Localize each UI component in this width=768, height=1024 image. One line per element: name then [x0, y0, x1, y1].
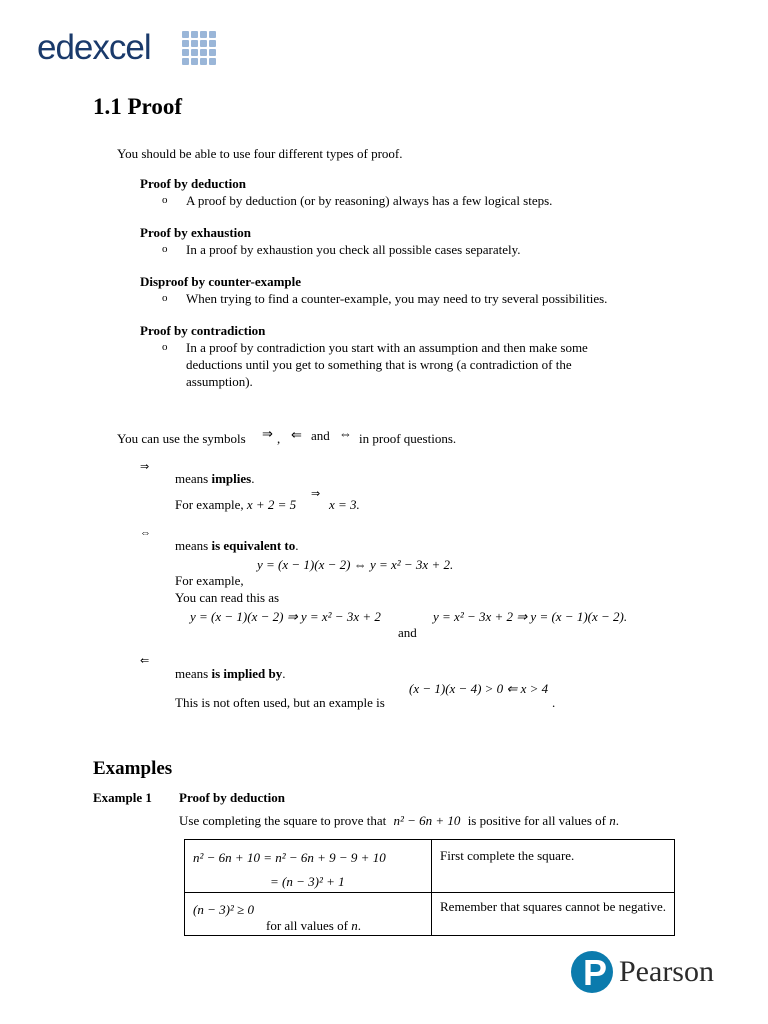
bullet-icon: o: [162, 194, 168, 206]
symbols-intro-after: in proof questions.: [359, 431, 457, 446]
implied-by-equation: (x − 1)(x − 4) > 0 ⇐ x > 4: [409, 681, 549, 696]
note-cell-bottom-right: [432, 893, 675, 936]
type-text-exhaustion: In a proof by exhaustion you check all possible cases separately.: [186, 242, 521, 257]
working-cell-top-left: [185, 840, 432, 893]
bullet-icon: o: [162, 341, 168, 353]
symbols-intro-before: You can use the symbols: [117, 431, 246, 446]
bullet-icon: o: [162, 292, 168, 304]
equivalent-for-example: For example,: [175, 573, 244, 588]
type-text-counter-example: When trying to find a counter-example, you may need to try several possibilities.: [186, 291, 608, 306]
type-heading-deduction: Proof by deduction: [140, 176, 246, 191]
working-line-2: = (n − 3)² + 1: [270, 874, 345, 889]
edexcel-logo: [37, 28, 151, 68]
implied-by-symbol: ⇐: [140, 655, 150, 667]
example-prompt: Use completing the square to prove that n² − 6n + 10 is positive for all values of n.: [179, 813, 619, 828]
working-line-4: for all values of n.: [266, 918, 361, 933]
example-title: Proof by deduction: [179, 790, 285, 805]
example-working-table: [184, 839, 675, 936]
type-heading-contradiction: Proof by contradiction: [140, 323, 266, 338]
type-text-contradiction-line2: deductions until you get to something that is wrong (a contradiction of the: [186, 357, 572, 372]
implies-meaning: means implies.: [175, 471, 255, 486]
type-text-contradiction-line3: assumption).: [186, 374, 253, 389]
symbols-comma: ,: [277, 431, 281, 446]
edexcel-logo-grid-icon: [182, 31, 216, 65]
implies-symbol: ⇒: [140, 461, 150, 473]
note-cell-top-right: [432, 840, 675, 893]
equivalent-symbol: ⇔: [339, 426, 352, 441]
implied-by-period: .: [552, 695, 556, 710]
equivalent-and: and: [398, 625, 417, 640]
implies-symbol: ⇒: [262, 426, 273, 441]
working-line-3: (n − 3)² ≥ 0: [193, 902, 254, 917]
equivalent-equation-forward: y = (x − 1)(x − 2) ⇒ y = x² − 3x + 2: [190, 609, 381, 624]
note-complete-square: First complete the square.: [440, 848, 575, 863]
type-heading-exhaustion: Proof by exhaustion: [140, 225, 251, 240]
working-line-1: n² − 6n + 10 = n² − 6n + 9 − 9 + 10: [193, 850, 386, 865]
implies-symbol: ⇒: [311, 488, 321, 500]
equivalent-read-as: You can read this as: [175, 590, 280, 605]
pearson-p-icon: P: [571, 951, 613, 993]
equivalent-meaning: means is equivalent to.: [175, 538, 299, 553]
examples-heading: Examples: [93, 758, 173, 779]
implies-example-result: x = 3.: [329, 497, 360, 512]
working-cell-bottom-left: [185, 893, 432, 936]
example-label: Example 1: [93, 790, 152, 805]
equivalent-equation-backward: y = x² − 3x + 2 ⇒ y = (x − 1)(x − 2).: [433, 609, 628, 624]
type-text-contradiction-line1: In a proof by contradiction you start with an assumption and then make some: [186, 340, 588, 355]
implied-by-meaning: means is implied by.: [175, 666, 286, 681]
symbols-and: and: [311, 428, 330, 443]
implied-by-text: This is not often used, but an example is: [175, 695, 385, 710]
implies-example: For example, x + 2 = 5: [175, 497, 297, 512]
equivalent-symbol: ⇔: [140, 527, 151, 539]
equivalent-equation: y = (x − 1)(x − 2) ⇔ y = x² − 3x + 2.: [257, 557, 454, 572]
pearson-logo-text: Pearson: [619, 955, 714, 988]
page-title: 1.1 Proof: [93, 94, 183, 119]
note-squares-not-negative: Remember that squares cannot be negative.: [440, 899, 666, 914]
type-heading-counter-example: Disproof by counter-example: [140, 274, 302, 289]
edexcel-logo-text: edexcel: [37, 28, 151, 67]
type-text-deduction: A proof by deduction (or by reasoning) always has a few logical steps.: [186, 193, 553, 208]
bullet-icon: o: [162, 243, 168, 255]
implied-by-symbol: ⇐: [291, 427, 302, 442]
intro-text: You should be able to use four different types of proof.: [117, 146, 403, 161]
pearson-logo: [571, 951, 721, 997]
